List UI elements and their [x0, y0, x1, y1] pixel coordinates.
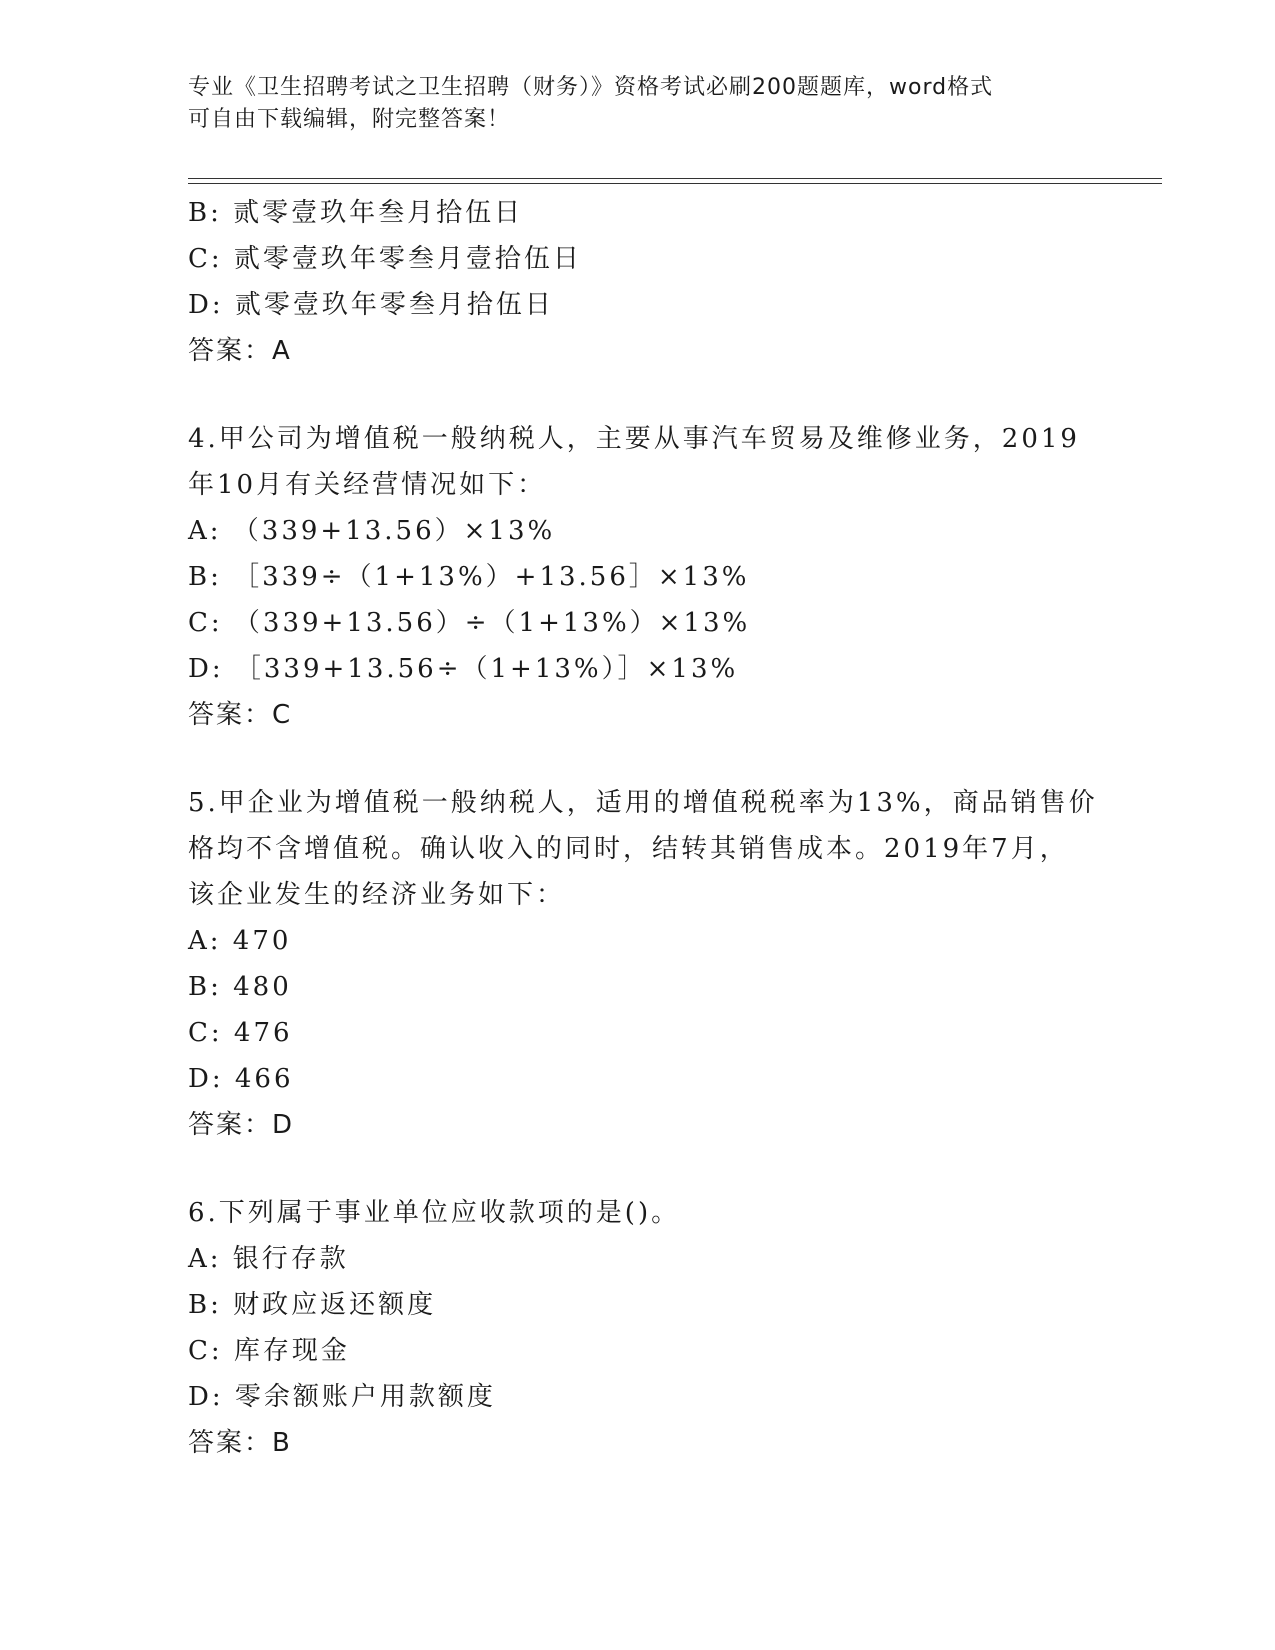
option-d: D: 466	[188, 1064, 294, 1094]
option-a: A: 470	[188, 926, 292, 956]
option-c: C: 476	[188, 1018, 293, 1048]
spacer	[188, 1148, 1088, 1190]
question-3-continued	[188, 190, 1088, 374]
option-b: B: 贰零壹玖年叁月拾伍日	[188, 198, 524, 228]
option-c: C: 库存现金	[188, 1336, 350, 1366]
question-stem-line: 6.下列属于事业单位应收款项的是()。	[188, 1198, 681, 1228]
header-title-line-1: 专业《卫生招聘考试之卫生招聘（财务）》资格考试必刷200题题库，word格式	[188, 75, 994, 100]
answer-label: 答案：D	[188, 1110, 295, 1140]
answer-label: 答案：A	[188, 336, 292, 366]
answer-label: 答案：C	[188, 700, 293, 730]
option-a: A: （339+13.56）×13%	[188, 516, 556, 546]
option-d: D: 零余额账户用款额度	[188, 1382, 496, 1412]
header-divider-bottom	[188, 183, 1162, 184]
option-b: B: ［339÷（1+13%）+13.56］×13%	[188, 562, 750, 592]
question-list	[188, 190, 1098, 1466]
option-c: C: 贰零壹玖年零叁月壹拾伍日	[188, 244, 582, 274]
spacer	[188, 374, 1088, 416]
document-header	[188, 72, 1088, 136]
option-d: D: 贰零壹玖年零叁月拾伍日	[188, 290, 554, 320]
header-title-line-2: 可自由下载编辑，附完整答案！	[188, 107, 511, 132]
question-6	[188, 1190, 1088, 1466]
spacer	[188, 738, 1088, 780]
question-stem-line: 5.甲企业为增值税一般纳税人，适用的增值税税率为13%，商品销售价	[188, 788, 1098, 818]
question-stem-line: 4.甲公司为增值税一般纳税人，主要从事汽车贸易及维修业务，2019	[188, 424, 1080, 454]
option-b: B: 财政应返还额度	[188, 1290, 437, 1320]
option-b: B: 480	[188, 972, 292, 1002]
option-d: D: ［339+13.56÷（1+13%）］×13%	[188, 654, 739, 684]
question-stem-line: 年10月有关经营情况如下：	[188, 470, 547, 500]
question-5	[188, 780, 1098, 1148]
question-stem-line: 格均不含增值税。确认收入的同时，结转其销售成本。2019年7月，	[188, 834, 1069, 864]
answer-label: 答案：B	[188, 1428, 292, 1458]
option-c: C: （339+13.56）÷（1+13%）×13%	[188, 608, 751, 638]
question-4	[188, 416, 1088, 738]
question-stem-line: 该企业发生的经济业务如下：	[188, 880, 566, 910]
header-divider-top	[188, 178, 1162, 179]
option-a: A: 银行存款	[188, 1244, 349, 1274]
